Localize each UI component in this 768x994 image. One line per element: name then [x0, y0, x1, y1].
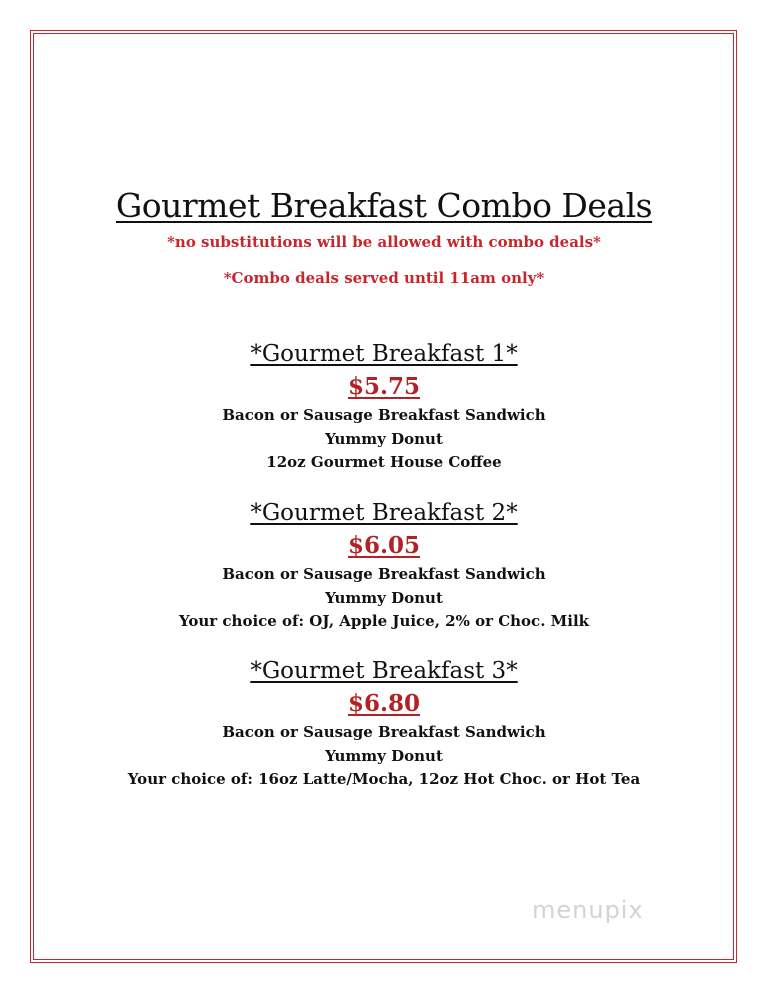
inner-border: [33, 33, 734, 960]
combo-3-item-2: Yummy Donut: [325, 747, 443, 765]
combo-1-price: $5.75: [347, 373, 421, 400]
combo-1-item-2: Yummy Donut: [325, 430, 443, 448]
combo-2-item-3: Your choice of: OJ, Apple Juice, 2% or Choc. Milk: [178, 612, 590, 630]
combo-1-item-3: 12oz Gourmet House Coffee: [266, 453, 502, 471]
combo-3-item-1: Bacon or Sausage Breakfast Sandwich: [222, 723, 546, 741]
combo-3-price: $6.80: [347, 690, 421, 717]
combo-2-name: *Gourmet Breakfast 2*: [250, 500, 518, 526]
page-title: Gourmet Breakfast Combo Deals: [115, 186, 653, 225]
combo-2-item-1: Bacon or Sausage Breakfast Sandwich: [222, 565, 546, 583]
substitution-note: *no substitutions will be allowed with combo deals*: [167, 233, 601, 251]
serving-time-note: *Combo deals served until 11am only*: [223, 269, 545, 287]
combo-1-name: *Gourmet Breakfast 1*: [250, 341, 518, 367]
menupix-watermark: menupix: [532, 896, 644, 924]
combo-3-item-3: Your choice of: 16oz Latte/Mocha, 12oz Hot Choc. or Hot Tea: [127, 770, 641, 788]
combo-2-item-2: Yummy Donut: [325, 589, 443, 607]
combo-2-price: $6.05: [347, 532, 421, 559]
combo-1-item-1: Bacon or Sausage Breakfast Sandwich: [222, 406, 546, 424]
combo-3-name: *Gourmet Breakfast 3*: [250, 658, 518, 684]
